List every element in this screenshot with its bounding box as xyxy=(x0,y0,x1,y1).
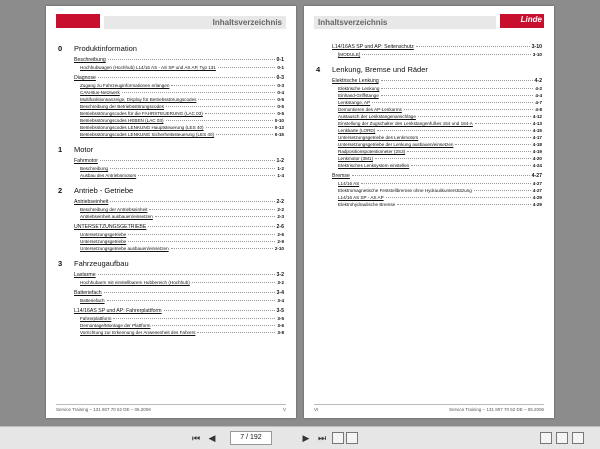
toc-entry[interactable] xyxy=(316,44,542,51)
toc-entry[interactable] xyxy=(316,99,542,106)
toc-entry-page: 4-19 xyxy=(532,149,542,154)
toc-entry[interactable] xyxy=(58,308,284,315)
toc-entry[interactable] xyxy=(316,120,542,127)
toc-entry-page: 0-4 xyxy=(277,90,284,95)
dot-leader xyxy=(407,151,531,152)
spacer xyxy=(58,138,284,145)
toc-entry-page: 3-10 xyxy=(532,52,542,57)
toc-entry-label: CAN-Bus-Netzwerk xyxy=(80,90,120,95)
toc-entry-page: 3-2 xyxy=(277,280,284,285)
toc-entry-page: 3-8 xyxy=(277,330,284,335)
single-page-view-icon[interactable] xyxy=(332,432,344,444)
dot-leader xyxy=(205,113,276,114)
toc-content xyxy=(58,44,284,343)
toc-entry[interactable] xyxy=(58,206,284,213)
toc-entry[interactable] xyxy=(316,92,542,99)
toc-entry[interactable] xyxy=(58,329,284,336)
dot-leader xyxy=(455,144,530,145)
two-page-view-icon[interactable] xyxy=(346,432,358,444)
toc-entry[interactable] xyxy=(58,124,284,131)
toc-entry-label: Austausch der Lenkstangenanschläge xyxy=(338,114,416,119)
toc-entry-label: Elektrische Lenkung xyxy=(338,86,380,91)
toc-entry-label: Vorrichtung zur Erkennung der Anwesenheit des Fahrers xyxy=(80,330,196,335)
dot-leader xyxy=(418,116,531,117)
toc-entry-page: 3-2 xyxy=(276,272,284,278)
toc-entry-page: 1-2 xyxy=(276,158,284,164)
dot-leader xyxy=(377,130,531,131)
toc-entry-label: Hochhubarm mit einstellbarem Hubbereich (Hochhub) xyxy=(80,280,190,285)
toc-entry-label: Betriebsstörungscodes HEBEN (LAC 03) xyxy=(80,118,164,123)
chapter-title: Fahrzeugaufbau xyxy=(74,259,129,268)
toc-entry[interactable] xyxy=(316,106,542,113)
toc-entry-label: Diagnose xyxy=(74,75,96,81)
toc-entry-label: Untersetzungsgetriebe ausbauen/einsetzen xyxy=(80,246,169,251)
footer-left: VI xyxy=(314,407,319,412)
toc-entry-page: 4-20 xyxy=(532,156,542,161)
toc-entry-label: Lenkmotor (3M1) xyxy=(338,156,373,161)
toc-entry-label: Zugang zu Fahrzeuginformationen erlangen xyxy=(80,83,170,88)
toc-entry-page: 4-17 xyxy=(532,135,542,140)
chapter-number: 1 xyxy=(58,145,63,154)
dot-leader xyxy=(98,274,275,275)
chapter-title: Produktinformation xyxy=(74,44,137,53)
toc-entry-page: 2-2 xyxy=(276,199,284,205)
dot-leader xyxy=(361,183,531,184)
dot-leader xyxy=(206,127,273,128)
zoom-out-icon[interactable] xyxy=(540,432,552,444)
toc-entry-label: Demontage/Montage der Plattform xyxy=(80,323,151,328)
toc-entry[interactable] xyxy=(316,78,542,85)
toc-entry[interactable] xyxy=(58,238,284,245)
toc-entry[interactable] xyxy=(316,194,542,201)
fullscreen-icon[interactable] xyxy=(572,432,584,444)
toc-entry-page: 3-5 xyxy=(276,308,284,314)
toc-entry-label: Elektrische Lenkung xyxy=(332,78,379,84)
toc-entry-label: Antriebseinheit xyxy=(74,199,109,205)
dot-leader xyxy=(100,160,275,161)
toc-entry[interactable] xyxy=(58,199,284,206)
chapter-number: 4 xyxy=(316,65,321,74)
toc-entry-page: 4-8 xyxy=(535,107,542,112)
page-header xyxy=(314,14,544,34)
toc-entry-label: Batteriefach xyxy=(74,290,102,296)
toc-entry-label: Elektrisches Lenksystem einstellen xyxy=(338,163,410,168)
toc-entry[interactable] xyxy=(316,187,542,194)
toc-entry[interactable] xyxy=(316,134,542,141)
toc-entry[interactable] xyxy=(58,231,284,238)
toc-entry[interactable] xyxy=(58,172,284,179)
toc-entry[interactable] xyxy=(316,201,542,208)
toc-entry-label: Beschreibung der Antriebseinheit xyxy=(80,207,148,212)
toc-entry[interactable] xyxy=(58,322,284,329)
chapter-number: 3 xyxy=(58,259,63,268)
spacer xyxy=(316,58,542,65)
dot-leader xyxy=(164,310,275,311)
toc-entry[interactable] xyxy=(316,51,542,58)
chapter-number: 0 xyxy=(58,44,63,53)
toc-entry-page: 4-15 xyxy=(532,128,542,133)
chapter-heading[interactable] xyxy=(316,65,542,74)
toc-entry-page: 4-18 xyxy=(532,142,542,147)
toc-entry[interactable] xyxy=(58,117,284,124)
toc-entry-page: 0-1 xyxy=(277,65,284,70)
toc-entry-label: L14/16 AS xyxy=(338,181,360,186)
dot-leader xyxy=(152,325,275,326)
toc-entry[interactable] xyxy=(58,165,284,172)
toc-entry[interactable] xyxy=(316,162,542,169)
chapter-title: Antrieb - Getriebe xyxy=(74,186,134,195)
dot-leader xyxy=(122,92,276,93)
dot-leader xyxy=(197,332,275,333)
dot-leader xyxy=(381,88,533,89)
toc-entry[interactable] xyxy=(316,173,542,180)
toc-entry-page: 4-2 xyxy=(535,86,542,91)
toc-entry-label: Einstellung der Zugschalter des Lenkstangenfußes 154 und 184-A xyxy=(338,121,473,126)
toc-entry[interactable] xyxy=(316,141,542,148)
toc-entry[interactable] xyxy=(58,224,284,231)
footer-left: Service Training – 131 807 70 52 DE – 06.2006 xyxy=(56,407,151,412)
dot-leader xyxy=(386,197,531,198)
dot-leader xyxy=(166,120,273,121)
dot-leader xyxy=(420,137,531,138)
toc-entry-page: 1-4 xyxy=(277,173,284,178)
dot-leader xyxy=(110,168,275,169)
dot-leader xyxy=(128,241,275,242)
toc-entry-label: Untersetzungsgetriebe des Lenkmotors xyxy=(338,135,419,140)
dot-leader xyxy=(171,85,275,86)
dot-leader xyxy=(362,54,531,55)
toc-entry-label: [MODULE] xyxy=(338,52,361,57)
toc-entry-page: 0-1 xyxy=(276,57,284,63)
toc-entry-page: 0-5 xyxy=(277,97,284,102)
toc-entry[interactable] xyxy=(58,64,284,71)
toc-entry[interactable] xyxy=(58,96,284,103)
dot-leader xyxy=(372,102,533,103)
dot-leader xyxy=(381,80,533,81)
toc-entry[interactable] xyxy=(58,57,284,64)
toc-entry[interactable] xyxy=(58,110,284,117)
toc-entry-label: Untersetzungsgetriebe der Lenkung ausbauen/einsetzen xyxy=(338,142,454,147)
toc-entry[interactable] xyxy=(316,113,542,120)
toc-entry-label: L14/16AS SP und AP: Fahrerplattform xyxy=(74,308,162,314)
toc-entry-page: 2-3 xyxy=(277,214,284,219)
dot-leader xyxy=(198,99,275,100)
toc-entry-label: Batteriefach xyxy=(80,298,105,303)
toc-entry-page: 4-27 xyxy=(531,173,542,179)
toc-entry-page: 3-4 xyxy=(276,290,284,296)
toc-entry-page: 4-7 xyxy=(535,100,542,105)
toc-entry[interactable] xyxy=(58,103,284,110)
toc-entry-label: Lastarme xyxy=(74,272,96,278)
chapter-heading[interactable] xyxy=(58,259,284,268)
dot-leader xyxy=(113,318,275,319)
dot-leader xyxy=(166,106,275,107)
toc-entry-label: Betriebsstörungscodes LENKUNG Sicherheitssteuerung (LES 40) xyxy=(80,132,215,137)
dot-leader xyxy=(218,67,275,68)
toc-entry-page: 3-6 xyxy=(277,323,284,328)
dot-leader xyxy=(171,248,273,249)
spacer xyxy=(58,336,284,343)
toc-entry-label: Antriebseinheit ausbauen/einsetzen xyxy=(80,214,153,219)
dot-leader xyxy=(104,292,275,293)
dot-leader xyxy=(108,59,275,60)
dot-leader xyxy=(107,300,276,301)
toc-entry-page: 0-5 xyxy=(277,111,284,116)
toc-entry-label: L14/16AS SP und AP: Seitenschutz xyxy=(332,44,414,50)
toc-entry-label: Einhand-Griffstange xyxy=(338,93,379,98)
linde-logo: Linde xyxy=(520,15,542,24)
toc-entry-label: Betriebsstörungscodes für die FAHRSTEUERUNG (LAC 03) xyxy=(80,111,203,116)
toc-entry-label: Fahrerplattform xyxy=(80,316,112,321)
toc-entry[interactable] xyxy=(58,245,284,252)
toc-entry-label: Lenkstange, AP xyxy=(338,100,371,105)
dot-leader xyxy=(381,95,534,96)
toc-entry-page: 2-9 xyxy=(277,239,284,244)
toc-entry-page: 0-5 xyxy=(277,104,284,109)
chapter-title: Motor xyxy=(74,145,94,154)
chapter-title: Lenkung, Bremse und Räder xyxy=(332,65,428,74)
dot-leader xyxy=(474,190,531,191)
toc-entry-label: Bremse xyxy=(332,173,350,179)
toc-entry-page: 0-10 xyxy=(274,118,284,123)
toc-content xyxy=(316,44,542,215)
toc-entry-page: 0-15 xyxy=(274,132,284,137)
prev-page-button[interactable]: ◀ xyxy=(208,433,216,443)
spacer xyxy=(58,252,284,259)
toc-entry-label: Lenkkarte (LORD) xyxy=(338,128,376,133)
toc-entry-label: Hochhubwagen (Hochhub) L14/16 AS - AS SP und AS AP, Typ 131 xyxy=(80,65,216,70)
toc-entry[interactable] xyxy=(316,180,542,187)
toc-entry-page: 2-10 xyxy=(274,246,284,251)
toc-entry[interactable] xyxy=(58,158,284,165)
dot-leader xyxy=(411,165,531,166)
toc-entry-page: 4-2 xyxy=(534,78,542,84)
spacer xyxy=(58,179,284,186)
toc-entry-page: 4-27 xyxy=(532,181,542,186)
toc-entry-label: Ausbau des Antriebsmotors xyxy=(80,173,137,178)
toc-entry-label: Radpositionspotentiometer (2S3) xyxy=(338,149,406,154)
toc-entry[interactable] xyxy=(58,272,284,279)
dot-leader xyxy=(404,109,534,110)
toc-entry[interactable] xyxy=(58,213,284,220)
dot-leader xyxy=(397,204,531,205)
toc-entry-label: Elektromagnetische Feststellbremse ohne Hydraulikunterstützung xyxy=(338,188,472,193)
toc-entry-page: 2-2 xyxy=(277,207,284,212)
dot-leader xyxy=(138,175,275,176)
toc-entry[interactable] xyxy=(58,279,284,286)
viewer-toolbar xyxy=(0,426,600,449)
toc-entry[interactable] xyxy=(316,85,542,92)
chapter-number: 2 xyxy=(58,186,63,195)
dot-leader xyxy=(352,175,530,176)
toc-entry-label: Elektrohydraulische Bremse xyxy=(338,202,396,207)
spacer xyxy=(316,208,542,215)
toc-entry-page: 3-5 xyxy=(277,316,284,321)
zoom-in-icon[interactable] xyxy=(556,432,568,444)
chapter-heading[interactable] xyxy=(58,44,284,53)
toc-entry-label: L14/16 AS SP - AS AP xyxy=(338,195,384,200)
toc-entry-label: UNTERSETZUNGSGETRIEBE xyxy=(74,224,147,230)
toc-entry-page: 2-6 xyxy=(276,224,284,230)
toc-entry-label: Multifunktionsanzeige, Display für Betriebsstörungscodes xyxy=(80,97,197,102)
toc-entry-page: 4-13 xyxy=(532,121,542,126)
chapter-heading[interactable] xyxy=(58,145,284,154)
dot-leader xyxy=(192,282,276,283)
toc-entry-page: 0-3 xyxy=(277,83,284,88)
brand-red-box xyxy=(56,14,100,28)
toc-entry[interactable] xyxy=(58,290,284,297)
toc-entry-page: 4-27 xyxy=(532,188,542,193)
chapter-heading[interactable] xyxy=(58,186,284,195)
page-footer xyxy=(56,404,286,412)
toc-entry[interactable] xyxy=(58,89,284,96)
toc-entry-label: Fahrmotor xyxy=(74,158,98,164)
dot-leader xyxy=(149,209,275,210)
header-title: Inhaltsverzeichnis xyxy=(104,16,286,29)
toc-entry[interactable] xyxy=(316,127,542,134)
toc-entry-page: 0-3 xyxy=(276,75,284,81)
toc-entry-page: 3-4 xyxy=(277,298,284,303)
right-page xyxy=(304,6,554,418)
toc-entry[interactable] xyxy=(58,315,284,322)
toc-entry-page: 1-2 xyxy=(277,166,284,171)
dot-leader xyxy=(375,158,531,159)
toc-entry-label: Untersetzungsgetriebe xyxy=(80,239,127,244)
toc-entry-label: Beschreibung xyxy=(74,57,106,63)
footer-right: V xyxy=(282,407,286,412)
toc-entry-label: Untersetzungsgetriebe xyxy=(80,232,127,237)
page-header xyxy=(56,14,286,34)
dot-leader xyxy=(416,46,530,47)
toc-entry-page: 4-4 xyxy=(535,93,542,98)
toc-entry-page: 4-29 xyxy=(532,195,542,200)
dot-leader xyxy=(128,234,275,235)
dot-leader xyxy=(155,216,276,217)
toc-entry-label: Betriebsstörungscodes LENKUNG Hauptsteuerung (LES 40) xyxy=(80,125,204,130)
toc-entry-page: 3-10 xyxy=(531,44,542,50)
toc-entry[interactable] xyxy=(316,155,542,162)
toc-entry-page: 4-24 xyxy=(532,163,542,168)
dot-leader xyxy=(475,123,531,124)
toc-entry[interactable] xyxy=(58,297,284,304)
dot-leader xyxy=(110,201,274,202)
dot-leader xyxy=(216,134,273,135)
toc-entry[interactable] xyxy=(58,82,284,89)
first-page-button[interactable]: ⏮ xyxy=(191,433,201,443)
next-page-button[interactable]: ▶ xyxy=(302,433,310,443)
toc-entry[interactable] xyxy=(316,148,542,155)
toc-entry-page: 2-6 xyxy=(277,232,284,237)
toc-entry[interactable] xyxy=(58,75,284,82)
toc-entry-page: 4-29 xyxy=(532,202,542,207)
toc-entry-label: Demontieren des AP-Lenkarms xyxy=(338,107,402,112)
footer-right: Service Training – 131 807 70 52 DE – 06.2006 xyxy=(449,407,544,412)
toc-entry-page: 0-13 xyxy=(274,125,284,130)
left-page xyxy=(46,6,296,418)
page-footer xyxy=(314,404,544,412)
dot-leader xyxy=(148,226,274,227)
header-title: Inhaltsverzeichnis xyxy=(314,16,496,29)
toc-entry-label: Beschreibung der Betriebsstörungscodes xyxy=(80,104,165,109)
toc-entry-label: Beschreibung xyxy=(80,166,109,171)
last-page-button[interactable]: ⏭ xyxy=(317,433,327,443)
page-number-input[interactable]: 7 / 192 xyxy=(230,431,272,445)
dot-leader xyxy=(98,77,275,78)
toc-entry[interactable] xyxy=(58,131,284,138)
toc-entry-page: 4-12 xyxy=(532,114,542,119)
